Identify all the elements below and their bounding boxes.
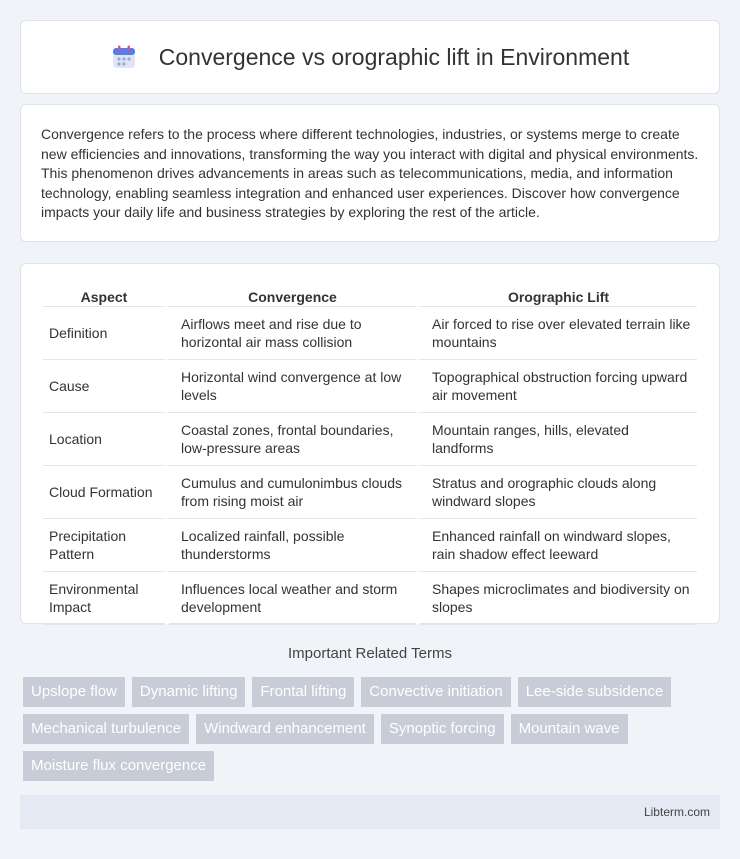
cell-orographic: Topographical obstruction forcing upward air movement — [416, 360, 697, 413]
intro-text: Convergence refers to the process where different technologies, industries, or systems merge to create new efficiencies and innovations, transforming the way you interact with digital and physical environments. This phenomenon drives advancements in areas such as telecommunications, media, and information technology, enabling seamless integration and enhanced user experiences. Discover how convergence impacts your daily life and business strategies by exploring the rest of the article. — [41, 126, 699, 221]
cell-convergence: Coastal zones, frontal boundaries, low-pressure areas — [165, 413, 416, 466]
related-term-tag[interactable]: Dynamic lifting — [132, 677, 246, 707]
footer-site-link[interactable]: Libterm.com — [643, 805, 710, 819]
table-row — [43, 413, 697, 466]
table-row — [43, 307, 697, 360]
cell-convergence: Airflows meet and rise due to horizontal air mass collision — [165, 307, 416, 360]
cell-orographic: Stratus and orographic clouds along windward slopes — [416, 466, 697, 519]
header-card — [20, 20, 720, 94]
related-term-tag[interactable]: Windward enhancement — [196, 714, 374, 744]
related-term-tag[interactable]: Moisture flux convergence — [23, 751, 214, 781]
cell-convergence: Localized rainfall, possible thunderstorms — [165, 519, 416, 572]
cell-orographic: Mountain ranges, hills, elevated landforms — [416, 413, 697, 466]
table-row — [43, 519, 697, 572]
comparison-table-card — [20, 263, 720, 624]
related-term-tag[interactable]: Lee-side subsidence — [518, 677, 672, 707]
header-aspect: Aspect — [43, 284, 165, 307]
table-row — [43, 572, 697, 625]
cell-aspect: Cause — [43, 360, 165, 413]
cell-aspect: Cloud Formation — [43, 466, 165, 519]
cell-aspect: Environmental Impact — [43, 572, 165, 625]
cell-orographic: Shapes microclimates and biodiversity on slopes — [416, 572, 697, 625]
table-row — [43, 466, 697, 519]
cell-aspect: Precipitation Pattern — [43, 519, 165, 572]
related-term-tag[interactable]: Mechanical turbulence — [23, 714, 189, 744]
related-term-tag[interactable]: Frontal lifting — [252, 677, 354, 707]
cell-convergence: Influences local weather and storm development — [165, 572, 416, 625]
header-orographic-lift: Orographic Lift — [416, 284, 697, 307]
page-title: Convergence vs orographic lift in Environment — [158, 43, 630, 70]
footer — [20, 795, 720, 829]
intro-card — [20, 104, 720, 242]
related-term-tag[interactable]: Synoptic forcing — [381, 714, 504, 744]
calendar-icon — [111, 44, 137, 70]
cell-aspect: Location — [43, 413, 165, 466]
table-row — [43, 360, 697, 413]
cell-aspect: Definition — [43, 307, 165, 360]
header-convergence: Convergence — [165, 284, 416, 307]
cell-orographic: Air forced to rise over elevated terrain like mountains — [416, 307, 697, 360]
related-term-tag[interactable]: Mountain wave — [511, 714, 628, 744]
related-term-tag[interactable]: Convective initiation — [361, 677, 510, 707]
related-terms-list — [23, 677, 723, 781]
comparison-table — [43, 284, 697, 625]
related-terms-title: Important Related Terms — [288, 645, 452, 662]
cell-convergence: Cumulus and cumulonimbus clouds from rising moist air — [165, 466, 416, 519]
cell-orographic: Enhanced rainfall on windward slopes, rain shadow effect leeward — [416, 519, 697, 572]
cell-convergence: Horizontal wind convergence at low levels — [165, 360, 416, 413]
table-header-row — [43, 284, 697, 307]
related-term-tag[interactable]: Upslope flow — [23, 677, 125, 707]
